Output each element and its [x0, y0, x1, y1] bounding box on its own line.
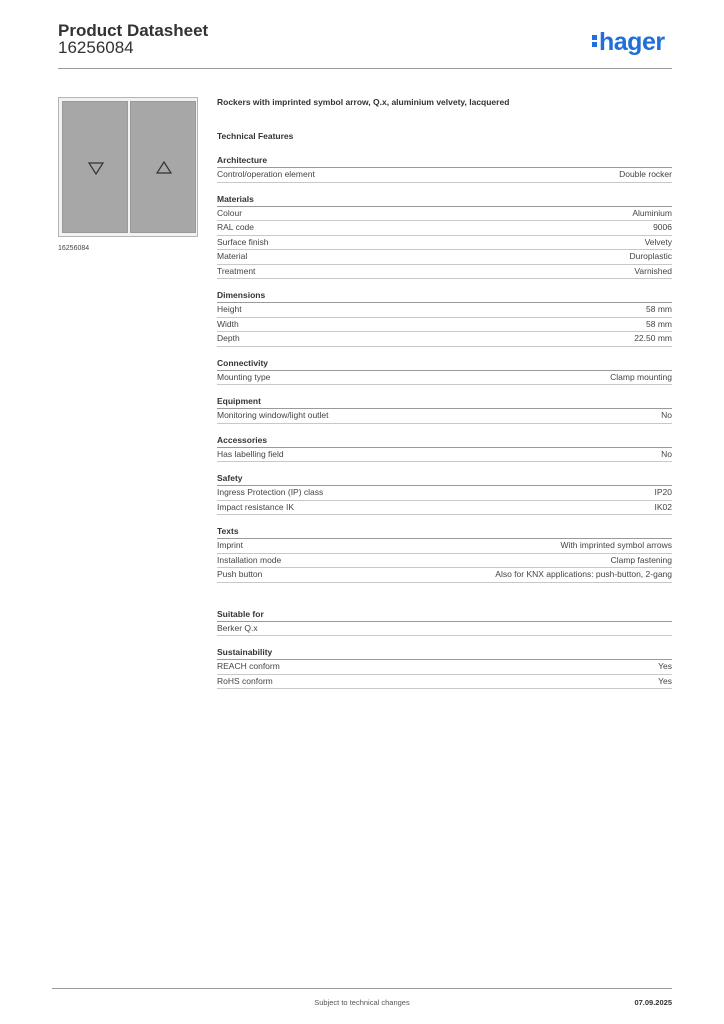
- spec-row: [217, 486, 672, 501]
- spec-label: Has labelling field: [217, 448, 284, 459]
- spec-row: [217, 265, 672, 280]
- spec-label: Monitoring window/light outlet: [217, 410, 329, 420]
- product-name: Rockers with imprinted symbol arrow, Q.x, aluminium velvety, lacquered: [217, 97, 510, 107]
- spec-label: Treatment: [217, 265, 256, 276]
- spec-value: IK02: [654, 501, 672, 512]
- spec-value: No: [661, 410, 672, 420]
- page-title: Product Datasheet: [58, 21, 209, 40]
- datasheet-content: [217, 96, 672, 689]
- section-accessories: [217, 435, 672, 463]
- spec-row: [217, 622, 672, 637]
- spec-value: 58 mm: [646, 318, 672, 329]
- section-connectivity: [217, 358, 672, 386]
- spec-label: RAL code: [217, 222, 255, 232]
- spec-value: Clamp fastening: [610, 554, 672, 565]
- spec-label: Material: [217, 251, 248, 261]
- spec-row: [217, 409, 672, 424]
- spec-row: [217, 236, 672, 251]
- spec-label: Width: [217, 318, 239, 329]
- logo-dots-icon: [592, 33, 597, 49]
- header-divider: [58, 68, 672, 69]
- section-title: Dimensions: [217, 290, 672, 303]
- spec-label: Depth: [217, 333, 240, 343]
- spec-value: With imprinted symbol arrows: [560, 540, 672, 550]
- spec-label: Colour: [217, 207, 243, 218]
- spec-row: [217, 207, 672, 222]
- spec-label: Berker Q.x: [217, 622, 258, 633]
- spec-value: 58 mm: [646, 304, 672, 314]
- spec-label: Installation mode: [217, 554, 282, 565]
- spec-value: Double rocker: [619, 169, 672, 179]
- spec-label: Push button: [217, 569, 263, 579]
- section-title: Accessories: [217, 435, 672, 448]
- sustainability-section: [217, 647, 672, 689]
- spec-label: Height: [217, 304, 242, 314]
- spec-value: Yes: [658, 661, 672, 671]
- spec-row: [217, 318, 672, 333]
- spec-row: [217, 568, 672, 583]
- spec-row: [217, 250, 672, 265]
- section-safety: [217, 473, 672, 515]
- product-id: 16256084: [58, 38, 134, 57]
- product-image: [58, 97, 198, 237]
- spec-value: IP20: [654, 487, 672, 497]
- spec-row: [217, 675, 672, 690]
- feature-sections: [217, 155, 672, 583]
- section-title: Suitable for: [217, 609, 672, 622]
- footer-date: 07.09.2025: [634, 998, 672, 1007]
- spec-label: Imprint: [217, 540, 243, 550]
- spec-label: Mounting type: [217, 371, 271, 382]
- section-materials: [217, 194, 672, 280]
- spec-label: Impact resistance IK: [217, 501, 295, 512]
- spec-row: [217, 448, 672, 463]
- spec-row: [217, 221, 672, 236]
- spec-label: Control/operation element: [217, 169, 315, 179]
- section-title: Texts: [217, 526, 672, 539]
- spec-value: Velvety: [644, 236, 672, 247]
- spec-row: [217, 332, 672, 347]
- spec-row: [217, 539, 672, 554]
- section-architecture: [217, 155, 672, 183]
- spec-label: Ingress Protection (IP) class: [217, 487, 324, 497]
- spec-value: Yes: [658, 675, 672, 686]
- spec-value: Varnished: [634, 265, 672, 276]
- footer-note: Subject to technical changes: [314, 998, 410, 1007]
- spec-value: Clamp mounting: [610, 371, 672, 382]
- section-title: Connectivity: [217, 358, 672, 371]
- left-rocker: [62, 101, 128, 233]
- spec-label: Surface finish: [217, 236, 269, 247]
- spec-value: Duroplastic: [629, 251, 672, 261]
- spec-row: [217, 303, 672, 318]
- section-equipment: [217, 396, 672, 424]
- image-caption: 16256084: [58, 245, 90, 252]
- spec-row: [217, 660, 672, 675]
- section-title: Equipment: [217, 396, 672, 409]
- spec-value: No: [661, 448, 672, 459]
- down-arrow-icon: [88, 161, 104, 175]
- section-title: Materials: [217, 194, 672, 207]
- spec-value: 22.50 mm: [634, 333, 672, 343]
- spec-label: REACH conform: [217, 661, 280, 671]
- spec-row: [217, 554, 672, 569]
- section-title: Architecture: [217, 155, 672, 168]
- spec-row: [217, 168, 672, 183]
- spec-label: RoHS conform: [217, 675, 273, 686]
- section-title: Sustainability: [217, 647, 672, 660]
- spec-value: 9006: [653, 222, 672, 232]
- footer-divider: [52, 988, 672, 989]
- suitable-for-section: [217, 609, 672, 637]
- right-rocker: [130, 101, 196, 233]
- section-title: Safety: [217, 473, 672, 486]
- logo-text: hager: [599, 28, 665, 56]
- spec-row: [217, 371, 672, 386]
- spec-value: Also for KNX applications: push-button, 2-gang: [495, 569, 672, 579]
- up-arrow-icon: [156, 161, 172, 175]
- technical-features-heading: Technical Features: [217, 131, 294, 141]
- section-texts: [217, 526, 672, 583]
- spec-row: [217, 501, 672, 516]
- hager-logo: [592, 27, 665, 57]
- spec-value: Aluminium: [632, 207, 672, 218]
- section-dimensions: [217, 290, 672, 347]
